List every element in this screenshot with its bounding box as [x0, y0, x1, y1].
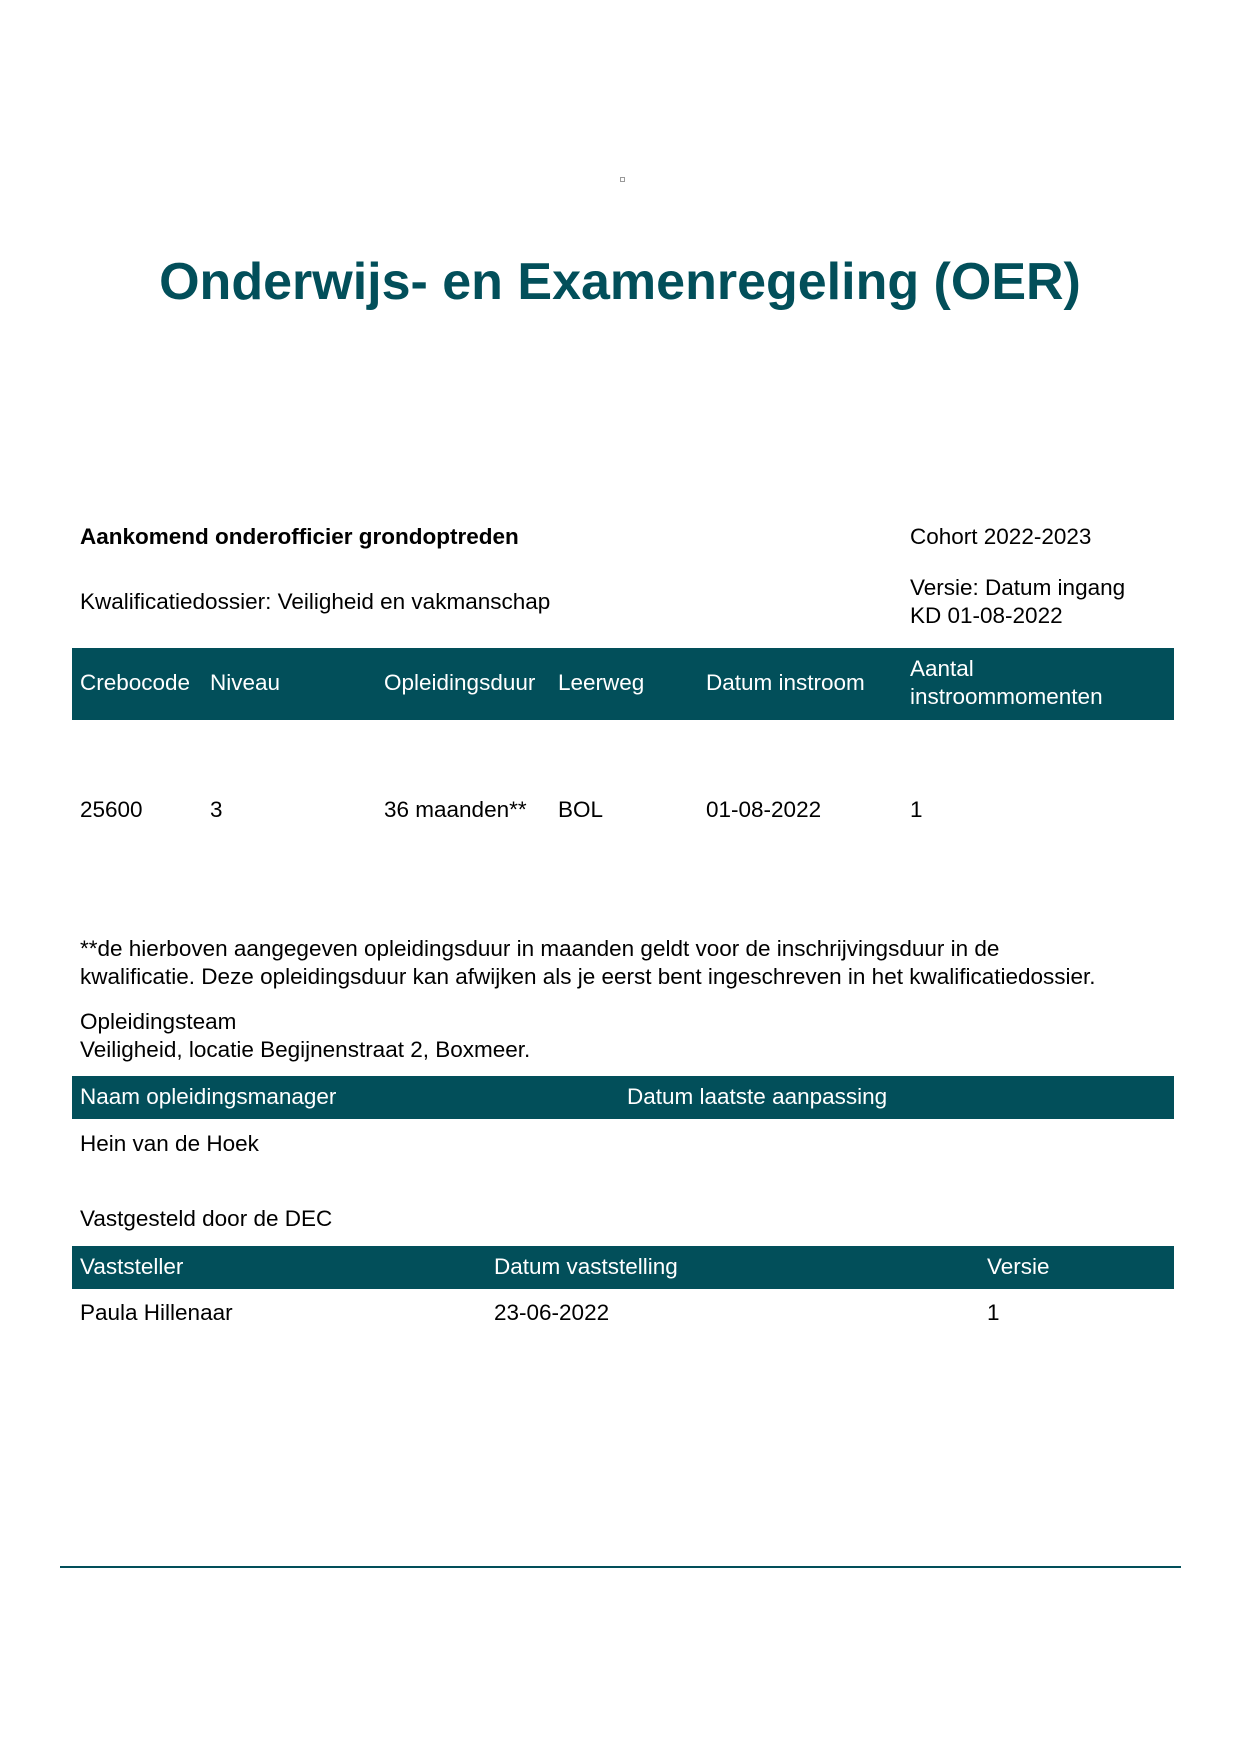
cell-datum-vaststelling: 23-06-2022: [494, 1300, 610, 1325]
header-datum-laatste-aanpassing: Datum laatste aanpassing: [627, 1084, 888, 1109]
cell-opleidingsduur: 36 maanden**: [384, 797, 527, 822]
cell-versie: 1: [987, 1300, 1000, 1325]
header-datum-instroom: Datum instroom: [706, 670, 865, 695]
header-naam-opleidingsmanager: Naam opleidingsmanager: [80, 1084, 337, 1109]
header-vaststeller: Vaststeller: [80, 1254, 184, 1279]
cell-crebocode: 25600: [80, 797, 143, 822]
header-crebocode: Crebocode: [80, 670, 191, 695]
cell-naam-opleidingsmanager: Hein van de Hoek: [80, 1131, 259, 1156]
cell-vaststeller: Paula Hillenaar: [80, 1300, 233, 1325]
program-name: Aankomend onderofficier grondoptreden: [80, 524, 519, 549]
cohort-label: Cohort 2022-2023: [910, 524, 1092, 549]
footnote-line-2: kwalificatie. Deze opleidingsduur kan afwijken als je eerst bent ingeschreven in het kwalificatiedossier.: [80, 964, 1096, 989]
cell-aantal: 1: [910, 797, 923, 822]
header-leerweg: Leerweg: [558, 670, 645, 695]
header-datum-vaststelling: Datum vaststelling: [494, 1254, 678, 1279]
cell-leerweg: BOL: [558, 797, 604, 822]
header-aantal-line-1: Aantal: [910, 656, 974, 681]
header-niveau: Niveau: [210, 670, 281, 695]
team-line-2: Veiligheid, locatie Begijnenstraat 2, Boxmeer.: [80, 1037, 531, 1062]
program-table-header: [72, 648, 1174, 720]
cell-datum-instroom: 01-08-2022: [706, 797, 822, 822]
cell-niveau: 3: [210, 797, 223, 822]
dec-table-header: [72, 1246, 1174, 1289]
manager-table-header: [72, 1076, 1174, 1119]
footnote-line-1: **de hierboven aangegeven opleidingsduur in maanden geldt voor de inschrijvingsduur in de: [80, 936, 1000, 961]
header-versie: Versie: [987, 1254, 1050, 1279]
team-line-1: Opleidingsteam: [80, 1009, 237, 1034]
dec-label: Vastgesteld door de DEC: [80, 1206, 333, 1231]
footer-divider: [60, 1566, 1181, 1568]
version-line-1: Versie: Datum ingang: [910, 575, 1126, 600]
qualification-dossier: Kwalificatiedossier: Veiligheid en vakmanschap: [80, 589, 551, 614]
placeholder-square-icon: [620, 177, 625, 182]
header-opleidingsduur: Opleidingsduur: [384, 670, 536, 695]
header-aantal-line-2: instroommomenten: [910, 684, 1103, 709]
page-title: Onderwijs- en Examenregeling (OER): [159, 253, 1081, 311]
version-line-2: KD 01-08-2022: [910, 603, 1063, 628]
